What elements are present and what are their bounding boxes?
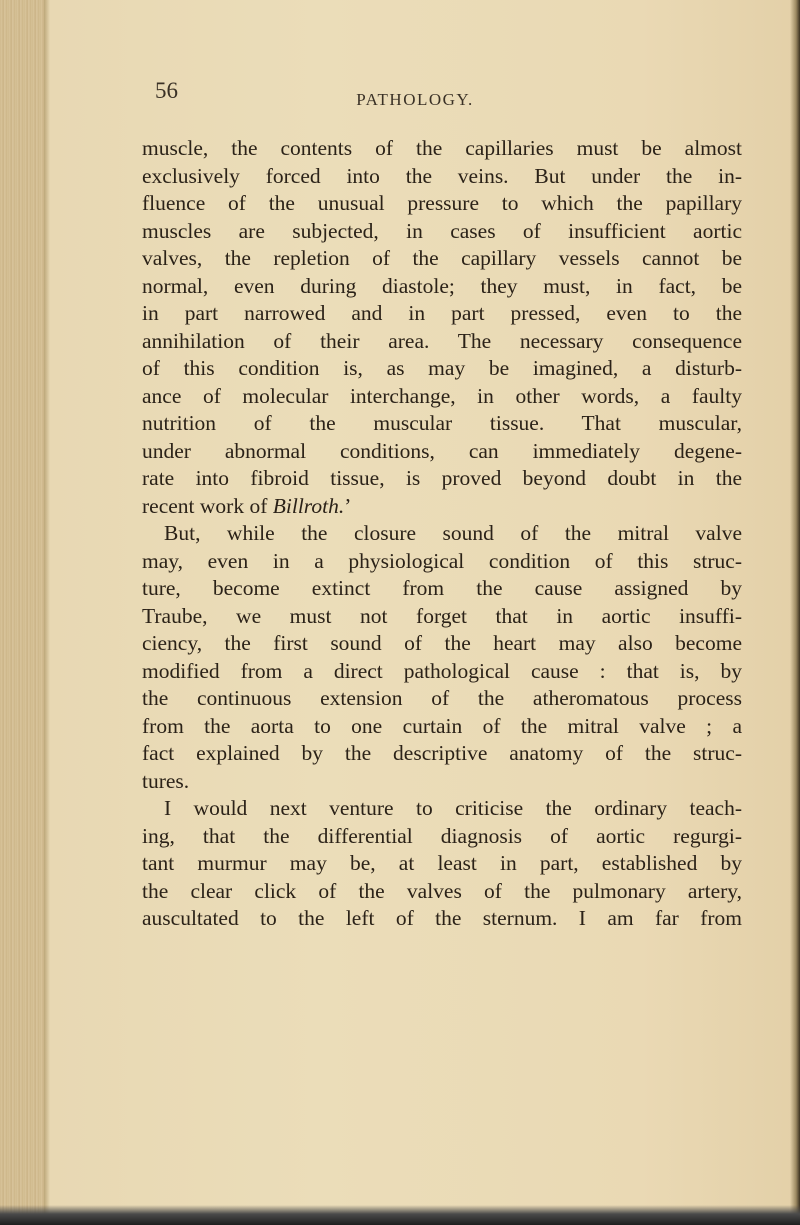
text-line: the clear click of the valves of the pulmonary artery,	[142, 878, 742, 903]
text-line: ciency, the first sound of the heart may also become	[142, 631, 742, 655]
text-line-with-citation	[142, 493, 742, 521]
text-line: ing, that the differential diagnosis of aortic regurgi-	[142, 823, 742, 848]
text-line: fact explained by the descriptive anatomy of the struc-	[142, 741, 742, 765]
text-line: auscultated to the left of the sternum. I am far from	[142, 906, 742, 930]
text-line: fluence of the unusual pressure to which the papillary	[142, 191, 742, 215]
page-right-edge	[790, 0, 800, 1225]
text-line: Traube, we must not forget that in aortic insuffi-	[142, 603, 742, 628]
text-line: valves, the repletion of the capillary vessels cannot be	[142, 246, 742, 270]
text-line: rate into fibroid tissue, is proved beyond doubt in the	[142, 466, 742, 490]
binding-shadow	[44, 0, 50, 1225]
text-line: nutrition of the muscular tissue. That muscular,	[142, 411, 742, 435]
citation-lead-in: recent work of	[142, 493, 273, 518]
text-line: in part narrowed and in part pressed, even to the	[142, 301, 742, 325]
page-number: 56	[155, 78, 178, 103]
text-line: the continuous extension of the atheromatous process	[142, 686, 742, 710]
text-line: annihilation of their area. The necessary consequence	[142, 328, 742, 353]
author-citation: Billroth.	[272, 493, 345, 518]
text-line: may, even in a physiological condition of this struc-	[142, 548, 742, 573]
text-line: modified from a direct pathological cause : that is, by	[142, 658, 742, 683]
text-line: exclusively forced into the veins. But under the in-	[142, 163, 742, 188]
paragraph-start-line: I would next venture to criticise the ordinary teach-	[164, 796, 742, 820]
body-text	[142, 135, 742, 933]
text-line: ture, become extinct from the cause assigned by	[142, 576, 742, 600]
book-binding	[0, 0, 44, 1225]
paragraph-start-line: But, while the closure sound of the mitral valve	[164, 521, 742, 545]
text-line: of this condition is, as may be imagined, a disturb-	[142, 356, 742, 380]
text-line: tant murmur may be, at least in part, established by	[142, 851, 742, 875]
page-bottom-edge	[0, 1205, 800, 1225]
running-head: PATHOLOGY.	[356, 90, 474, 109]
text-line: muscles are subjected, in cases of insufficient aortic	[142, 218, 742, 243]
text-line: normal, even during diastole; they must, in fact, be	[142, 273, 742, 298]
text-line: muscle, the contents of the capillaries must be almost	[142, 136, 742, 160]
text-line: tures.	[142, 768, 190, 793]
text-line: under abnormal conditions, can immediately degene-	[142, 438, 742, 463]
text-line: from the aorta to one curtain of the mitral valve ; a	[142, 713, 742, 738]
footnote-mark: ’	[344, 493, 352, 518]
text-line: ance of molecular interchange, in other words, a faulty	[142, 383, 742, 408]
